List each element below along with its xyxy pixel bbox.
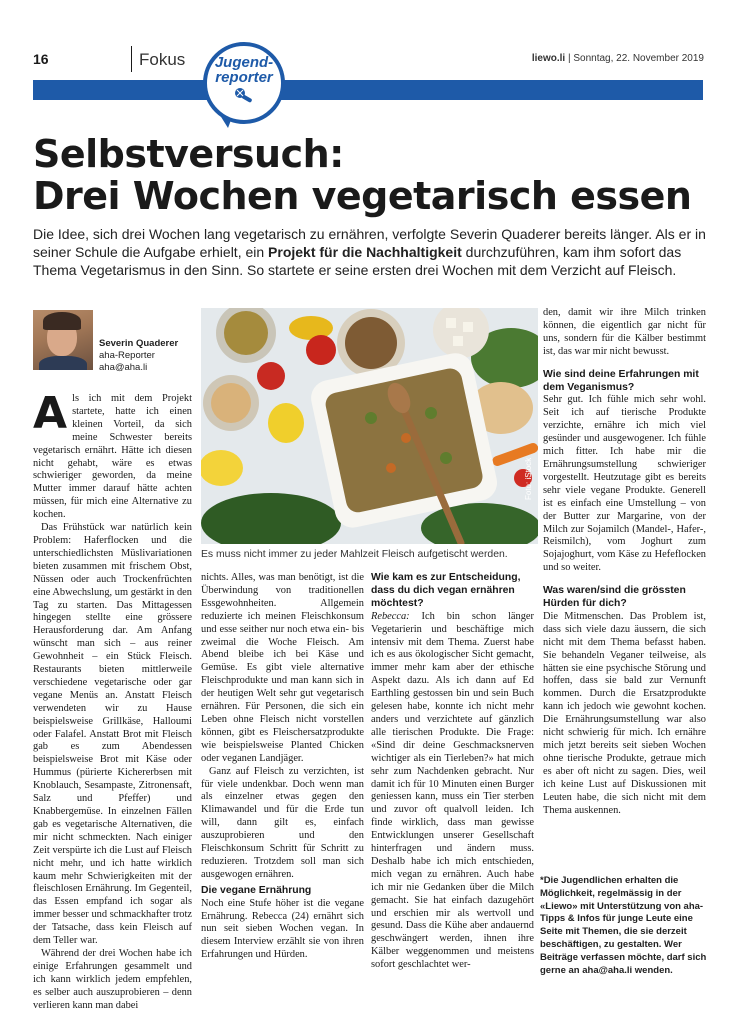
author-name: Severin Quaderer — [99, 338, 179, 349]
article-lead — [33, 225, 709, 279]
badge-line1: Jugend- — [214, 54, 274, 71]
headline-line2: Drei Wochen vegetarisch essen — [33, 174, 692, 218]
author-info — [99, 338, 178, 374]
microphone-icon — [231, 87, 257, 110]
badge-line2: reporter — [215, 69, 273, 86]
footnote: *Die Jugendlichen erhalten die Möglichkeit, regelmässig in der «Liewo» mit Unterstützung von aha-Tipps & Infos für junge Leute eine Seite mit Themen, die sie derzeit beschäftigen, zu gestalten. Wer Beiträge verfassen möchte, darf sich gerne an aha@aha.li wenden. — [540, 875, 707, 976]
page-number: 16 — [33, 51, 49, 67]
paragraph: Das Frühstück war natürlich kein Problem: Haferflocken und die unterschiedlichsten Müslivariationen bieten zusammen mit frischem Obst, Nüssen oder auch Trockenfrüchten eine Abwechslung, um gestärkt in den Tag zu starten. Das Mittagessen hingegen stellte eine grössere Herausforderung dar. Am Anfang wünscht man sich – aus reiner Gewohnheit – ein Stück Fleisch. Restaurants bieten mittlerweile verschiedene vegetarische oder gar vegane Menüs an. Anstatt Fleisch verwendeten wir zu Hause beispielsweise Grillkäse, Halloumi oder Falafel. Anstatt Brot mit Fleisch gab es zum Abendessen beispielsweise Brot mit Käse oder Hummus (pürierte Kichererbsen mit Knoblauch, Sesampaste, Zitronensaft, Salz und Pfeffer) und Knabbergemüse. In einzelnen Fällen gab es vegetarische Alternativen, die mir nicht schmeckten. Nach einiger Zeit verspürte ich die Lust auf Fleisch nicht mehr, und ich hatte wirklich kaum mehr Schwierigkeiten mit der fleischlosen Ernährung. Im Gegenteil, das Essen empfand ich sogar als immer besser und schmackhafter trotz der Tatsache, dass kein Fleisch auf dem Teller war. — [33, 522, 192, 947]
interview-question: Wie kam es zur Entscheidung, dass du dich vegan ernähren möchtest? — [371, 572, 521, 609]
column-3 — [371, 572, 534, 972]
paragraph: Sehr gut. Ich fühle mich sehr wohl. Seit ich auf tierische Produkte verzichte, ernähre ich mich viel gesünder und ausgewogener. Ich fühle mich fitter. Ich habe mir die Ernährungsumstellung schwieriger vorgestellt. Heutzutage gibt es bereits sehr viele vegane Produkte. Generell ist es einfach eine Umstellung – von der Butter zur Margarine, von der Milch zur Sojamilch (Mandel-, Hafer-, Reismilch), vom Joghurt zum Sojajoghurt, vom Käse zu Hefeflocken und so weiter. — [543, 394, 706, 574]
column-1 — [33, 388, 192, 1013]
article-headline — [33, 133, 713, 217]
photo-credit: Foto: iStock — [524, 457, 533, 500]
jugendreporter-badge — [203, 42, 285, 124]
section-label: Fokus — [139, 50, 186, 69]
issue-date: Sonntag, 22. November 2019 — [573, 53, 704, 64]
author-role: aha-Reporter — [99, 350, 155, 361]
site-name: liewo.li — [531, 53, 566, 64]
paragraph: Als ich mit dem Projekt startete, hatte ich einen kleinen Vorteil, da sich meine Schwester bereits vegetarisch ernährt. Hätte ich diesen nicht gehabt, wäre es etwas schwieriger geworden, da meine Mutter immer darauf hätte achten müssen, für mich eine Alternative zu kochen. — [33, 388, 192, 521]
header-divider — [131, 46, 132, 72]
paragraph: nichts. Alles, was man benötigt, ist die Überwindung von traditionellen Essgewohnheiten. Allgemein reduzierte ich meinen Fleischkonsum und esse seither nur noch etwa ein- bis zweimal die Woche Fleisch. Am Abend bleibe ich bei Käse und Gemüse. Es gibt viele alternative Fleischprodukte und man kann sich in der heutigen Welt sehr gut vegetarisch ernähren. Für Personen, die sich ein Leben ohne Fleisch nicht vorstellen können, gibt es Fleischersatzprodukte wie beispielsweise Planted Chicken oder veganen Landjäger. — [201, 572, 364, 764]
publication-meta: liewo.li | Sonntag, 22. November 2019 — [531, 53, 704, 64]
paragraph: Während der drei Wochen habe ich einige Erfahrungen gesammelt und ich kann wirklich jedem empfehlen, es selber auch auszuprobieren – denn verlieren kann man dabei — [33, 947, 192, 1011]
headline-line1: Selbstversuch: — [33, 132, 344, 176]
paragraph: Noch eine Stufe höher ist die vegane Ernährung. Rebecca (24) ernährt sich nun seit sieben Wochen vegan. In diesem Interview erzählt sie von ihren Erfahrungen und Hürden. — [201, 897, 364, 961]
subheading: Die vegane Ernährung — [201, 884, 312, 896]
paragraph: Die Mitmenschen. Das Problem ist, dass sich viele dazu äussern, die sich nicht mit dem Thema befasst haben. Sie behandeln Veganer teilweise, als hätten sie eine psychische Störung und hoffen, dass sie bald zur Vernunft kommen. Durch die Ersatzprodukte kann ich jedoch wie gewohnt kochen. Die Ernährungsumstellung war also nicht schwierig für mich. Ich ernähre mich jetzt bereits seit sieben Wochen ohne tierische Produkte, getraue mich es aber oft nicht zu sagen. Dies, weil ich keine Lust auf Diskussionen mit Leuten habe, die sich nicht mit dem Thema auskennen. — [543, 610, 706, 816]
author-email[interactable]: aha@aha.li — [99, 362, 148, 373]
speaker-name: Rebecca: — [371, 610, 410, 622]
food-photo — [201, 308, 538, 544]
column-2 — [201, 572, 364, 962]
lead-part1: Die Idee, sich drei Wochen lang vegetarisch zu ernähren, verfolgte Severin Quaderer bereits länger. Als er in seiner Schule die Aufgabe erhielt, ein — [33, 226, 706, 260]
paragraph: Rebecca: Ich bin schon länger Vegetarierin und beschäftige mich intensiv mit dem Thema. Zuerst habe ich es aus ökologischer Sicht gemacht, immer mehr kam aber der ethische Aspekt dazu. Als ich dann auf Ed Earthling gestossen bin und sein Buch gelesen habe, konnte ich nicht mehr anders und verzichtete auf gänzlich alle tierischen Produkte. Die Frage: «Sind dir deine Geschmacksnerven wichtiger als ein Tierleben?» hat mich sehr zum Nachdenken gebracht. Nur damit ich für 10 Minuten einen Burger geniessen kann, muss ein Tier sterben und zuvor oft qualvoll leiden. Ich finde wirklich, dass man gewisse Entwicklungen unserer Gesellschaft hinterfragen und ändern muss. Deshalb habe ich mich entschieden, mich vegan zu ernähren. Auch habe ich mir nie Gedanken über die Milch gemacht. Sie hat einfach dazugehört und erschien mir als wertvoll und gesund. Dass die Kühe aber andauernd geschwängert werden, ihnen ihre Kälber weggenommen und meistens sofort geschlachtet wer- — [371, 610, 534, 971]
author-photo — [33, 310, 93, 370]
interview-question: Was waren/sind die grössten Hürden für dich? — [543, 585, 686, 610]
paragraph: den, damit wir ihre Milch trinken können, die eigentlich gar nicht für uns, sondern für die Kälber bestimmt ist, das war mir nicht bewusst. — [543, 307, 706, 357]
header-bar — [33, 80, 703, 100]
photo-caption: Es muss nicht immer zu jeder Mahlzeit Fleisch aufgetischt werden. — [201, 549, 508, 560]
lead-highlight: Projekt für die Nachhaltigkeit — [268, 244, 462, 260]
drop-cap: A — [33, 388, 68, 439]
column-4 — [543, 307, 706, 817]
interview-question: Wie sind deine Erfahrungen mit dem Veganismus? — [543, 368, 699, 393]
lead-part2: durchzuführen, kam ihm sofort das Thema Vegetarismus in den Sinn. So startete er seine ersten drei Wochen mit dem Verzicht auf Fleisch. — [33, 244, 682, 278]
paragraph: Ganz auf Fleisch zu verzichten, ist für viele undenkbar. Doch wenn man als einzelner etwas gegen den Klimawandel und für die Erde tun will, dann gilt es, einfach auszuprobieren und den Fleischkonsum Schritt für Schritt zu reduzieren. Trotzdem soll man sich ausgewogen ernähren. — [201, 765, 364, 880]
